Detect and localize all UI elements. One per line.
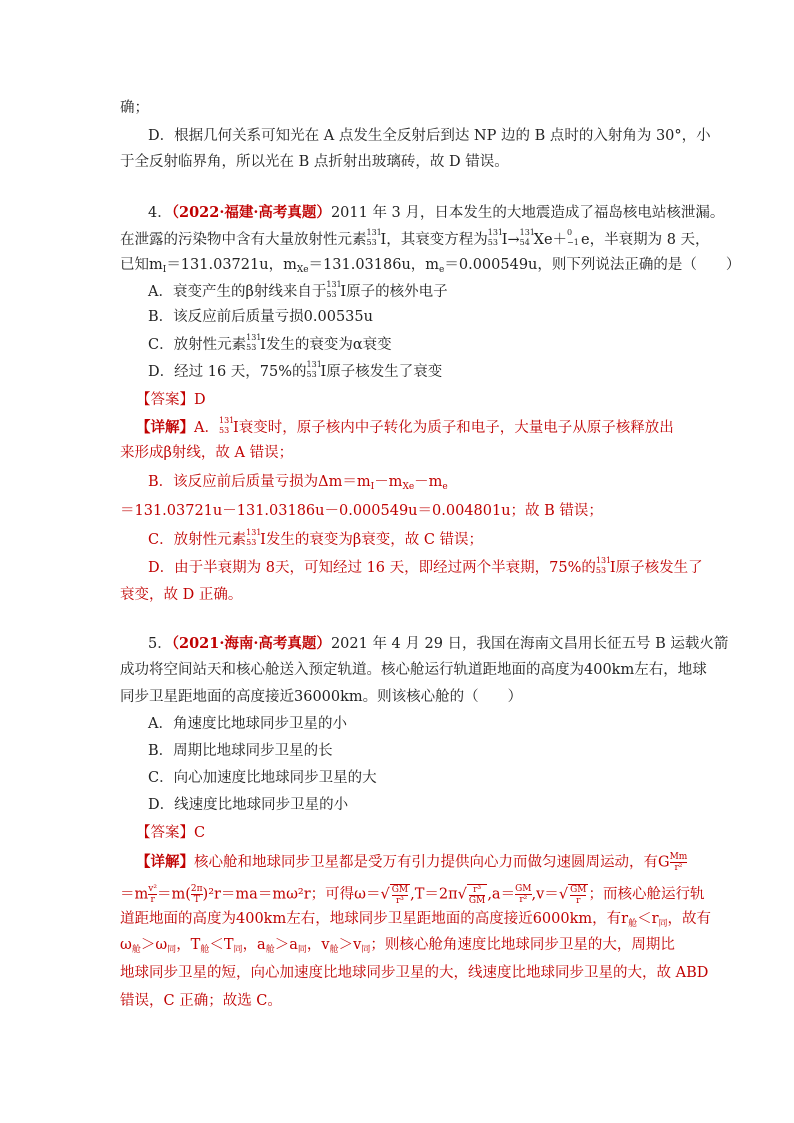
explanation-line: C．放射性元素 131 53 I发生的衰变为β衰变，故 C 错误； bbox=[148, 528, 484, 548]
option-c: C．向心加速度比地球同步卫星的大 bbox=[148, 770, 377, 786]
answer: 【答案】C bbox=[136, 825, 206, 841]
explanation-line: 地球同步卫星的短，向心加速度比地球同步卫星的大，线速度比地球同步卫星的大，故 ABD bbox=[120, 965, 709, 981]
text-line: 同步卫星距地面的高度接近36000km。则该核心舱的（ ） bbox=[120, 689, 523, 705]
explanation-line: 来形成β射线，故 A 错误； bbox=[120, 445, 294, 461]
option-b: B．该反应前后质量亏损0.00535u bbox=[148, 309, 373, 325]
explanation-line: 衰变，故 D 正确。 bbox=[120, 587, 243, 603]
explanation-line: 【详解】A． 131 53 I衰变时，原子核内中子转化为质子和电子，大量电子从原子核释放出 bbox=[136, 416, 674, 436]
explanation-line: B．该反应前后质量亏损为$\Delta m=m_I-m_{Xe}-m_e$ bbox=[148, 474, 448, 492]
explanation-line: 【详解】核心舱和地球同步卫星都是受万有引力提供向心力而做匀速圆周运动，有G $\frac{Mm}{\text{r²}}$ bbox=[136, 852, 688, 873]
explanation-line: $\omega_舱>\omega_同$，$T_舱<T_同$，$a_舱>a_同$，$v_舱>v_同$；则核心舱角速度比地球同步卫星的大，周期比 bbox=[120, 937, 675, 955]
isotope-e: 0 −1 bbox=[567, 228, 579, 247]
text-line: 确； bbox=[120, 100, 149, 116]
option-b: B．周期比地球同步卫星的长 bbox=[148, 743, 333, 759]
explanation-line: ＝m $\frac{\text{v²}}{r}$ ＝m( $\frac{2\pi}{T}$ )²r＝ma＝mω²r；可得ω＝√ $\frac{GM}{\text{r³}}$ ,T＝2π√ $\frac{\text{r³}}{GM}$ ,a＝ $\frac{GM}{\text{r²}}$ ,v＝√ $\frac{GM}{r}$ ；而核心舱运行轨 bbox=[120, 884, 705, 906]
question-source: （2022·福建·高考真题） bbox=[171, 204, 331, 221]
answer: 【答案】D bbox=[136, 392, 206, 408]
question-5-header: 5．（2021·海南·高考真题）2021 年 4 月 29 日，我国在海南文昌用长征五号 B 运载火箭 bbox=[148, 635, 729, 652]
text-line: D．根据几何关系可知光在 A 点发生全反射后到达 NP 边的 B 点时的入射角为 30°，小 bbox=[148, 128, 711, 144]
text-line: 成功将空间站天和核心舱送入预定轨道。核心舱运行轨道距地面的高度为400km左右，地球 bbox=[120, 662, 707, 678]
isotope-Xe: 131 54 bbox=[519, 228, 535, 247]
option-d: D．经过 16 天，75%的 131 53 I原子核发生了衰变 bbox=[148, 360, 443, 380]
option-d: D．线速度比地球同步卫星的小 bbox=[148, 797, 349, 813]
question-4-header: 4．（2022·福建·高考真题）2011 年 3 月，日本发生的大地震造成了福岛核电站核泄漏。 bbox=[148, 204, 725, 221]
text-line: 在泄露的污染物中含有大量放射性元素 131 53 I，其衰变方程为 131 53 I→ 131 54 Xe＋ 0 −1 e，半衰期为 8 天， bbox=[120, 228, 710, 248]
question-source: （2021·海南·高考真题） bbox=[171, 635, 331, 652]
explanation-line: 道距地面的高度为400km左右，地球同步卫星距地面的高度接近6000km，有$r_舱<r_同$，故有 bbox=[120, 911, 712, 929]
option-a: A．衰变产生的β射线来自于 131 53 I原子的核外电子 bbox=[148, 280, 448, 300]
option-c: C．放射性元素 131 53 I发生的衰变为α衰变 bbox=[148, 333, 392, 353]
isotope-I: 131 53 bbox=[366, 228, 382, 247]
explanation-line: 错误，C 正确；故选 C。 bbox=[120, 993, 282, 1009]
isotope-I: 131 53 bbox=[487, 228, 504, 247]
text-line: 已知$m_I=131.03721u$，$m_{Xe}=131.03186u$，$m_e=0.000549u$，则下列说法正确的是（ ） bbox=[120, 257, 741, 275]
option-a: A．角速度比地球同步卫星的小 bbox=[148, 716, 347, 732]
explanation-line: ＝131.03721u－131.03186u－0.000549u＝0.004801u；故 B 错误； bbox=[120, 503, 603, 519]
text-line: 于全反射临界角，所以光在 B 点折射出玻璃砖，故 D 错误。 bbox=[120, 154, 509, 170]
explanation-line: D．由于半衰期为 8天，可知经过 16 天，即经过两个半衰期，75%的 131 53 I原子核发生了 bbox=[148, 556, 703, 576]
